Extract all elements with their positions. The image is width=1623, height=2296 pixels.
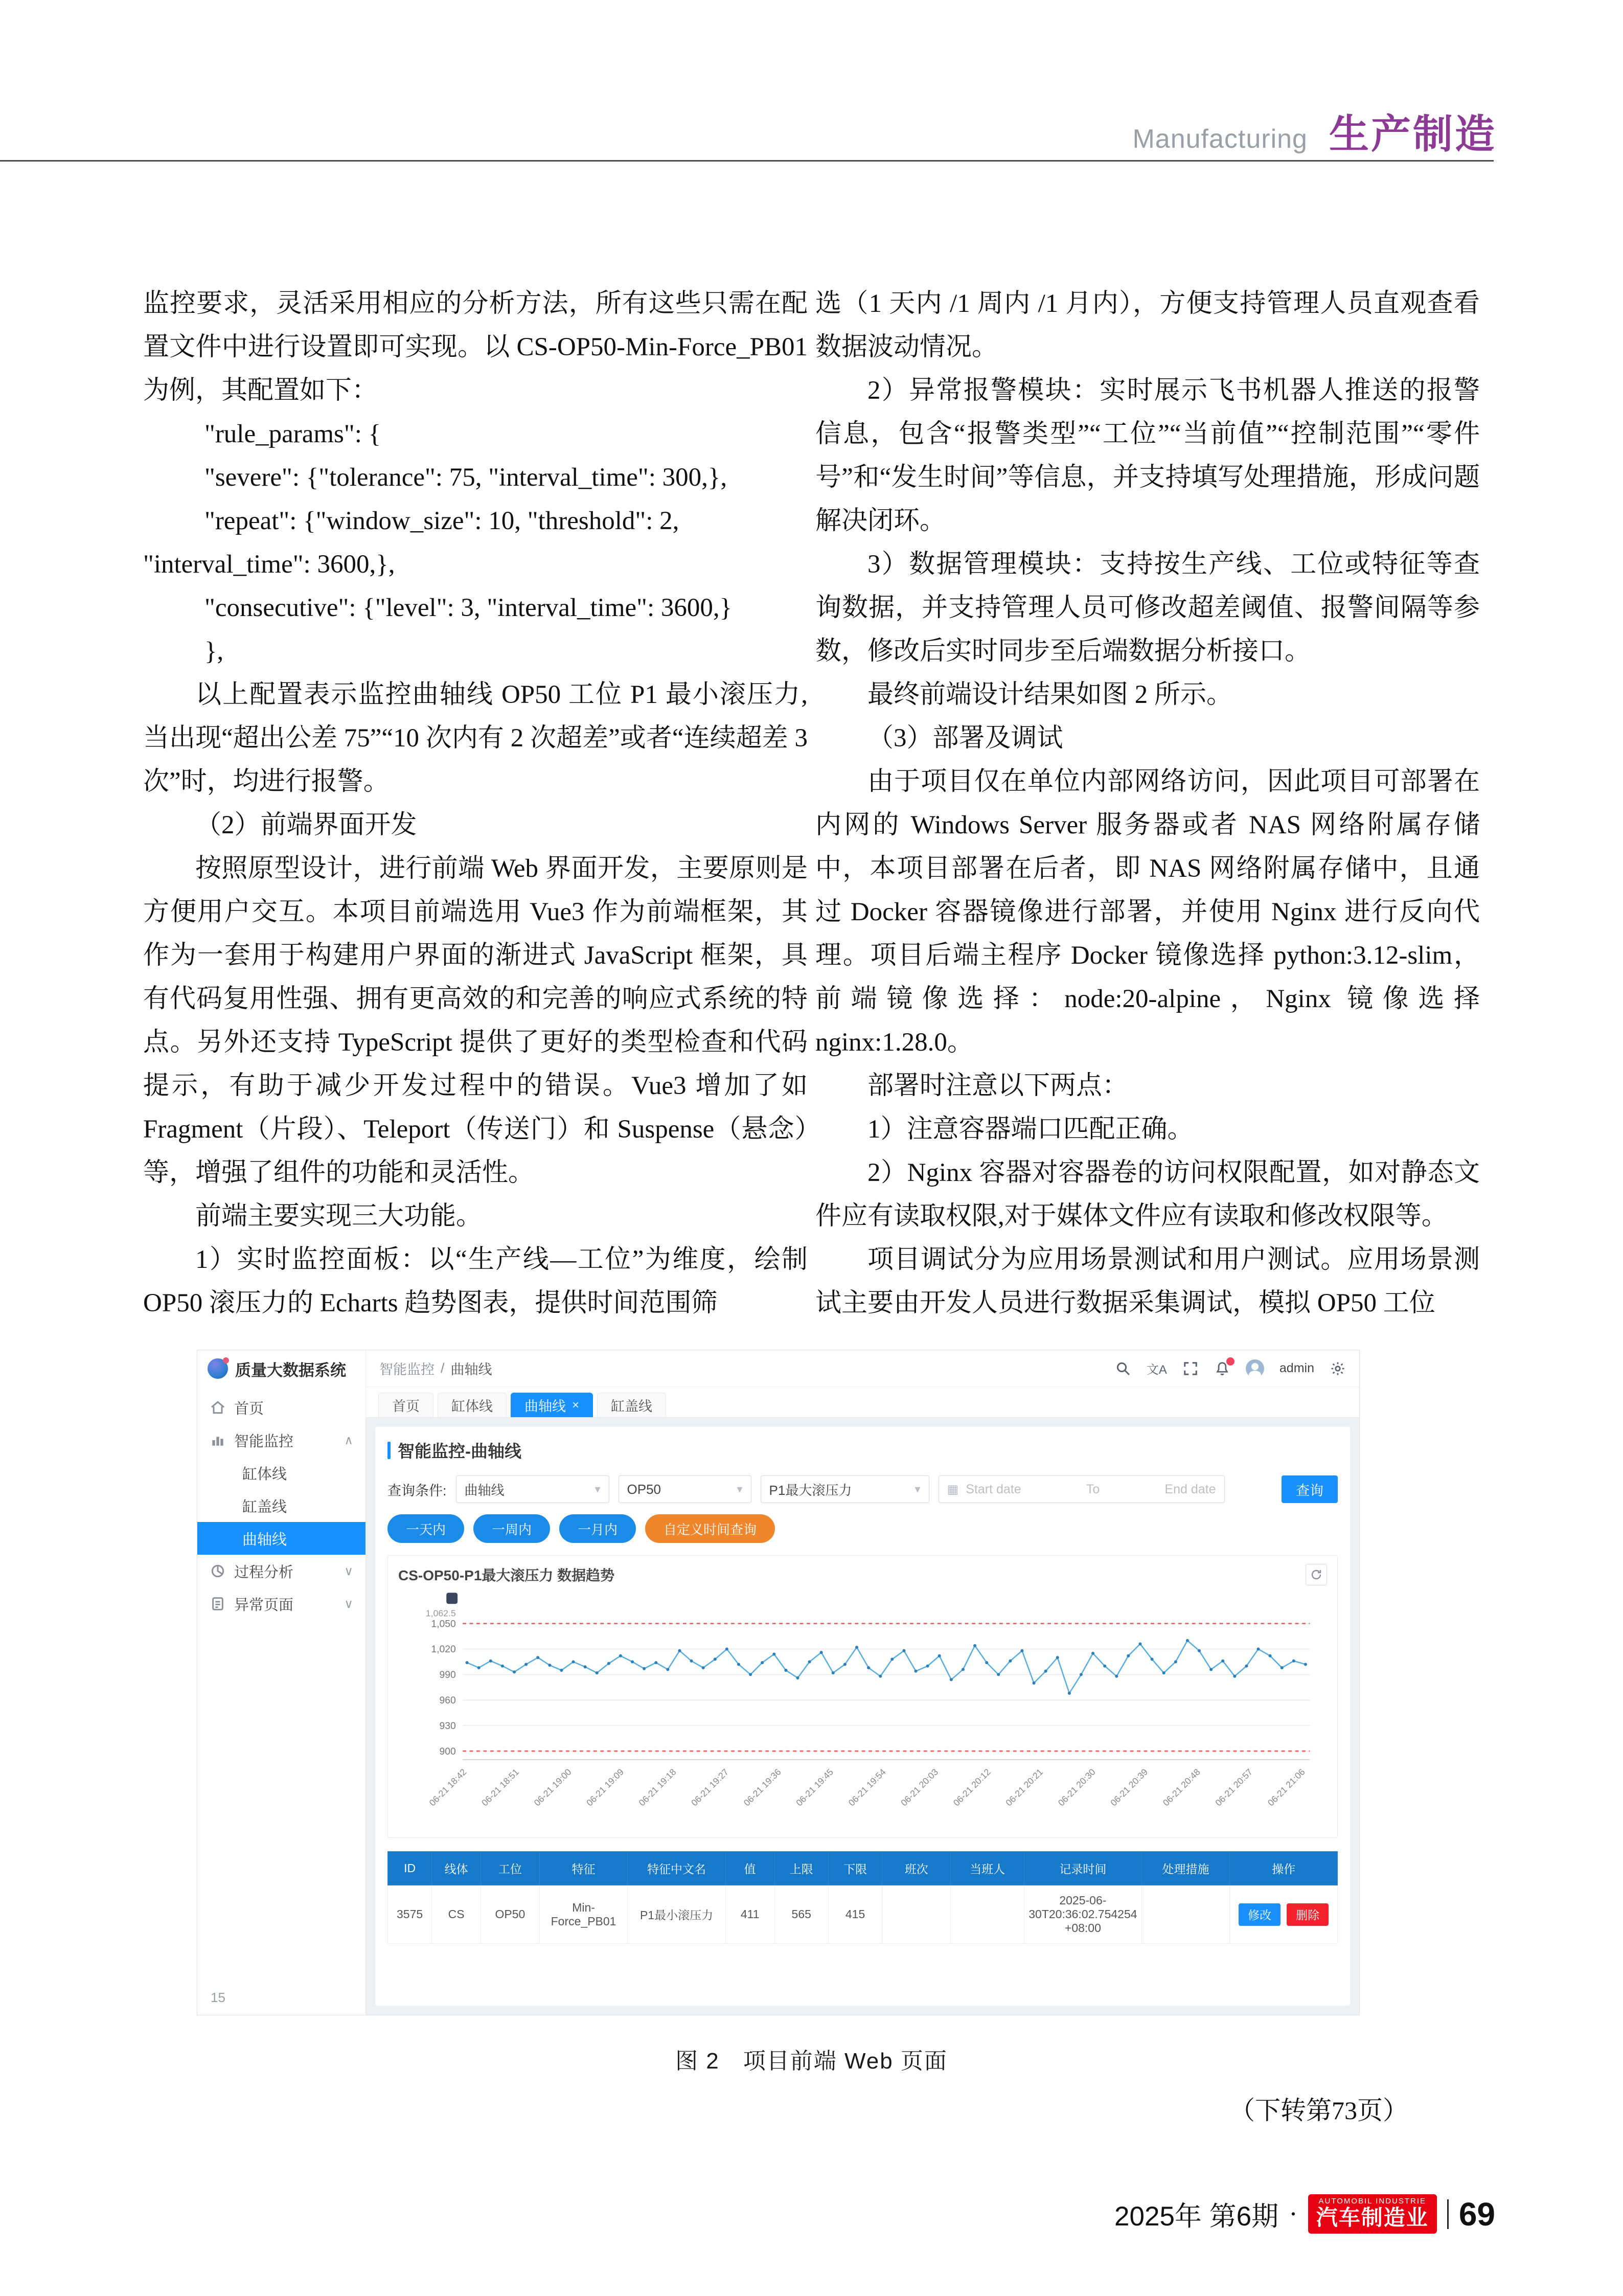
page-icon [210, 1596, 226, 1612]
paragraph: 最终前端设计结果如图 2 所示。 [867, 680, 1233, 709]
magazine-logo [1308, 2194, 1437, 2234]
svg-text:06-21 20:12: 06-21 20:12 [951, 1766, 993, 1808]
column-header-线体: 线体 [432, 1852, 481, 1885]
chevron-down-icon: ▾ [915, 1483, 921, 1495]
section-title-bar [387, 1442, 391, 1459]
svg-text:06-21 20:57: 06-21 20:57 [1213, 1766, 1255, 1808]
svg-text:06-21 19:18: 06-21 19:18 [636, 1766, 678, 1808]
svg-text:1,050: 1,050 [431, 1618, 456, 1630]
paragraph: 项目调试分为应用场景测试和用户测试。应用场景测试主要由开发人员进行数据采集调试，模拟 OP50 工位 [815, 1245, 1480, 1317]
breadcrumb-root[interactable]: 智能监控 [379, 1362, 435, 1377]
sidebar-item-label: 首页 [234, 1400, 264, 1417]
svg-text:06-21 20:30: 06-21 20:30 [1056, 1766, 1098, 1808]
sidebar-item-智能监控[interactable] [197, 1424, 365, 1457]
monitor-icon [210, 1432, 226, 1448]
username[interactable]: admin [1279, 1361, 1314, 1375]
tab-缸体线[interactable] [438, 1393, 507, 1417]
sidebar-item-曲轴线[interactable] [197, 1522, 365, 1555]
paragraph: 由于项目仅在单位内部网络访问，因此项目可部署在内网的 Windows Server 服务器或者 NAS 网络附属存储中，本项目部署在后者，即 NAS 网络附属存储中，且通过 Docker 容器镜像进行部署，并使用 Nginx 进行反向代理。项目后端主程序 Docker 镜像选择 python:3.12-slim，前端镜像选择：node:20-alpine，Nginx 镜像选择 nginx:1.28.0。 [815, 767, 1480, 1057]
code-line: "repeat": {"window_size": 10, "threshold": 2, "interval_time": 3600,}, [143, 507, 679, 579]
search-icon[interactable] [1115, 1360, 1131, 1377]
column-header-上限: 上限 [774, 1852, 828, 1885]
table-cell: 415 [828, 1885, 882, 1944]
quick-range-button-一周内[interactable]: 一周内 [473, 1514, 550, 1543]
chart-legend-marker [446, 1593, 458, 1604]
app-topbar [366, 1350, 1359, 1387]
header-rule [0, 160, 1494, 162]
paragraph: 选（1 天内 /1 周内 /1 月内），方便支持管理人员直观查看数据波动情况。 [815, 289, 1480, 361]
svg-text:06-21 20:48: 06-21 20:48 [1160, 1766, 1202, 1808]
paragraph: 2）异常报警模块：实时展示飞书机器人推送的报警信息，包含“报警类型”“工位”“当前值”“控制范围”“零件号”和“发生时间”等信息，并支持填写处理措施，形成问题解决闭环。 [815, 376, 1480, 535]
sidebar-item-label: 智能监控 [234, 1433, 294, 1450]
figure-caption: 图 2 项目前端 Web 页面 [675, 2049, 948, 2074]
svg-text:06-21 20:39: 06-21 20:39 [1108, 1766, 1150, 1808]
search-button[interactable]: 查询 [1282, 1475, 1338, 1503]
sidebar-item-缸盖线[interactable] [197, 1489, 365, 1522]
table-cell: OP50 [481, 1885, 539, 1944]
page-footer [1114, 2194, 1495, 2234]
table-row [388, 1885, 1338, 1944]
quick-range-button-一月内[interactable]: 一月内 [559, 1514, 636, 1543]
svg-text:06-21 19:00: 06-21 19:00 [532, 1766, 574, 1808]
breadcrumb-current: 曲轴线 [450, 1362, 492, 1377]
records-table [387, 1851, 1338, 1944]
footer-dot: · [1289, 2199, 1298, 2229]
paragraph: （3）部署及调试 [867, 724, 1063, 753]
svg-text:900: 900 [439, 1745, 456, 1757]
code-line: }, [204, 637, 224, 666]
tab-曲轴线[interactable] [511, 1393, 593, 1417]
column-header-处理措施: 处理措施 [1141, 1852, 1229, 1885]
paragraph: 按照原型设计，进行前端 Web 界面开发，主要原则是方便用户交互。本项目前端选用 Vue3 作为前端框架，其作为一套用于构建用户界面的渐进式 JavaScript 框架，具有代码复用性强、拥有更高效的和完善的响应式系统的特点。另外还支持 TypeScript 提供了更好的类型检查和代码提示，有助于减少开发过程中的错误。Vue3 增加了如 Fragment（片段）、Teleport（传送门）和 Suspense（悬念）等，增强了组件的功能和灵活性。 [143, 854, 808, 1187]
analysis-icon [210, 1563, 226, 1579]
line-select[interactable]: 曲轴线 ▾ [456, 1475, 609, 1503]
tab-label: 缸盖线 [611, 1399, 653, 1414]
svg-text:930: 930 [439, 1720, 456, 1732]
sidebar-item-label: 异常页面 [234, 1597, 294, 1613]
edit-button[interactable]: 修改 [1239, 1903, 1281, 1926]
code-line: "consecutive": {"level": 3, "interval_time": 3600,} [204, 594, 733, 622]
sidebar-footer-text: 15 [211, 1990, 225, 2005]
table-cell [1141, 1885, 1229, 1944]
figure-web-screenshot [197, 1350, 1360, 2015]
sidebar-item-label: 曲轴线 [242, 1531, 287, 1548]
table-cell: 3575 [388, 1885, 432, 1944]
chevron-down-icon: ∨ [344, 1564, 353, 1578]
page-number: 69 [1458, 2195, 1495, 2233]
breadcrumb-separator: / [441, 1360, 445, 1376]
gear-icon[interactable] [1330, 1360, 1346, 1377]
content-card [375, 1427, 1350, 2006]
tab-label: 曲轴线 [524, 1399, 566, 1414]
svg-text:06-21 20:21: 06-21 20:21 [1003, 1766, 1045, 1808]
paragraph: 1）实时监控面板：以“生产线—工位”为维度，绘制 OP50 滚压力的 Echarts 趋势图表，提供时间范围筛 [143, 1245, 808, 1317]
svg-text:06-21 19:27: 06-21 19:27 [689, 1766, 731, 1808]
close-icon[interactable]: × [572, 1398, 580, 1412]
svg-text:06-21 20:03: 06-21 20:03 [899, 1766, 941, 1808]
table-cell [951, 1885, 1024, 1944]
code-line: "rule_params": { [204, 420, 381, 448]
column-header-特征中文名: 特征中文名 [628, 1852, 726, 1885]
table-cell: P1最小滚压力 [628, 1885, 726, 1944]
sidebar-item-首页[interactable] [197, 1391, 365, 1424]
footer-issue: 2025年 第6期 [1114, 2201, 1279, 2232]
column-header-特征: 特征 [539, 1852, 627, 1885]
paragraph: 监控要求，灵活采用相应的分析方法，所有这些只需在配置文件中进行设置即可实现。以 CS-OP50-Min-Force_PB01 为例，其配置如下： [143, 289, 808, 405]
column-header-操作: 操作 [1230, 1852, 1338, 1885]
sidebar-item-过程分析[interactable] [197, 1555, 365, 1587]
tab-label: 首页 [392, 1399, 420, 1414]
sidebar-item-异常页面[interactable] [197, 1587, 365, 1620]
app-content [366, 1418, 1359, 2015]
section-title: 智能监控-曲轴线 [398, 1442, 521, 1461]
paragraph: 2）Nginx 容器对容器卷的访问权限配置，如对静态文件应有读取权限,对于媒体文件应有读取和修改权限等。 [815, 1158, 1480, 1231]
app-logo-icon [208, 1358, 228, 1379]
column-header-班次: 班次 [882, 1852, 951, 1885]
svg-text:06-21 19:09: 06-21 19:09 [584, 1766, 626, 1808]
footer-divider [1447, 2199, 1449, 2229]
svg-text:06-21 18:51: 06-21 18:51 [479, 1766, 521, 1808]
quick-range-row [387, 1514, 1338, 1543]
quick-range-button-一天内[interactable]: 一天内 [387, 1514, 464, 1543]
column-header-下限: 下限 [828, 1852, 882, 1885]
svg-text:960: 960 [439, 1695, 456, 1707]
column-header-ID: ID [388, 1852, 432, 1885]
svg-text:06-21 21:06: 06-21 21:06 [1265, 1766, 1307, 1808]
language-icon[interactable]: 文A [1146, 1363, 1167, 1377]
fullscreen-icon[interactable] [1182, 1360, 1199, 1377]
date-range-picker[interactable] [939, 1475, 1225, 1503]
custom-range-button[interactable]: 自定义时间查询 [645, 1514, 775, 1543]
app-main [366, 1350, 1359, 2015]
app-sidebar [197, 1350, 366, 2015]
table-cell: 411 [725, 1885, 774, 1944]
chevron-up-icon: ∧ [344, 1433, 353, 1447]
column-header-记录时间: 记录时间 [1024, 1852, 1141, 1885]
code-line: "severe": {"tolerance": 75, "interval_time": 300,}, [204, 463, 727, 492]
date-to-label: To [1086, 1482, 1100, 1496]
chart-title: CS-OP50-P1最大滚压力 数据趋势 [398, 1567, 615, 1583]
chevron-down-icon: ▾ [737, 1483, 743, 1495]
app-logo-row [197, 1350, 365, 1387]
svg-text:1,062.5: 1,062.5 [425, 1608, 456, 1619]
table-cell-actions [1230, 1885, 1338, 1944]
column-header-当班人: 当班人 [951, 1852, 1024, 1885]
paragraph: 1）注意容器端口匹配正确。 [867, 1115, 1194, 1144]
table-cell: Min-Force_PB01 [539, 1885, 627, 1944]
feature-select[interactable]: P1最大滚压力 ▾ [761, 1475, 929, 1503]
svg-text:1,020: 1,020 [431, 1644, 456, 1655]
refresh-icon[interactable] [1306, 1564, 1327, 1585]
sidebar-item-label: 缸盖线 [242, 1498, 287, 1515]
table-cell: 565 [774, 1885, 828, 1944]
topbar-icons [1115, 1359, 1346, 1378]
home-icon [210, 1399, 226, 1416]
article-right-column [815, 282, 1480, 1325]
magazine-logo-main: 汽车制造业 [1316, 2206, 1429, 2230]
tab-缸盖线[interactable] [597, 1393, 666, 1417]
paragraph: 以上配置表示监控曲轴线 OP50 工位 P1 最小滚压力,当出现“超出公差 75”“10 次内有 2 次超差”或者“连续超差 3 次”时，均进行报警。 [143, 680, 808, 796]
continuation-note: （下转第73页） [1229, 2096, 1408, 2125]
chevron-down-icon: ▾ [595, 1483, 601, 1495]
svg-text:06-21 19:45: 06-21 19:45 [794, 1766, 836, 1808]
column-header-值: 值 [725, 1852, 774, 1885]
chevron-down-icon: ∨ [344, 1597, 353, 1611]
filter-label: 查询条件: [387, 1483, 447, 1498]
breadcrumb [379, 1358, 492, 1378]
delete-button[interactable]: 删除 [1287, 1903, 1329, 1926]
tab-label: 缸体线 [451, 1399, 493, 1414]
svg-text:990: 990 [439, 1669, 456, 1681]
section-name-en: Manufacturing [1132, 124, 1308, 154]
paragraph: 前端主要实现三大功能。 [195, 1202, 483, 1231]
sidebar-item-label: 过程分析 [234, 1564, 294, 1581]
calendar-icon: ▦ [947, 1482, 959, 1496]
sidebar-item-缸体线[interactable] [197, 1457, 365, 1489]
date-start-placeholder: Start date [966, 1482, 1021, 1496]
bell-icon[interactable] [1214, 1360, 1230, 1377]
station-select[interactable]: OP50 ▾ [619, 1475, 751, 1503]
notification-badge [1226, 1357, 1235, 1366]
table-cell [882, 1885, 951, 1944]
page-header [1132, 102, 1497, 160]
svg-text:06-21 18:42: 06-21 18:42 [427, 1766, 469, 1808]
app-title: 质量大数据系统 [235, 1361, 346, 1379]
date-end-placeholder: End date [1164, 1482, 1216, 1496]
filter-row [387, 1475, 1338, 1503]
chart-header [398, 1564, 1327, 1585]
tab-bar [366, 1387, 1359, 1418]
section-title-row [387, 1438, 1338, 1462]
table-cell: CS [432, 1885, 481, 1944]
trend-chart-svg [398, 1588, 1327, 1829]
table-cell: 2025-06-30T20:36:02.754254+08:00 [1024, 1885, 1141, 1944]
sidebar-menu [197, 1391, 365, 1620]
trend-chart [398, 1588, 1327, 1829]
column-header-工位: 工位 [481, 1852, 539, 1885]
tab-首页[interactable] [378, 1393, 433, 1417]
chart-card [387, 1555, 1338, 1838]
section-name-zh: 生产制造 [1329, 111, 1497, 156]
svg-text:06-21 19:54: 06-21 19:54 [846, 1766, 888, 1808]
paragraph: 部署时注意以下两点： [867, 1072, 1129, 1100]
svg-text:06-21 19:36: 06-21 19:36 [741, 1766, 783, 1808]
paragraph: （2）前端界面开发 [195, 811, 417, 839]
sidebar-item-label: 缸体线 [242, 1466, 287, 1483]
paragraph: 3）数据管理模块：支持按生产线、工位或特征等查询数据，并支持管理人员可修改超差阈值、报警间隔等参数，修改后实时同步至后端数据分析接口。 [815, 550, 1480, 666]
article-left-column [143, 282, 808, 1325]
avatar[interactable] [1246, 1359, 1264, 1378]
magazine-logo-top: AUTOMOBIL INDUSTRIE [1318, 2197, 1427, 2206]
